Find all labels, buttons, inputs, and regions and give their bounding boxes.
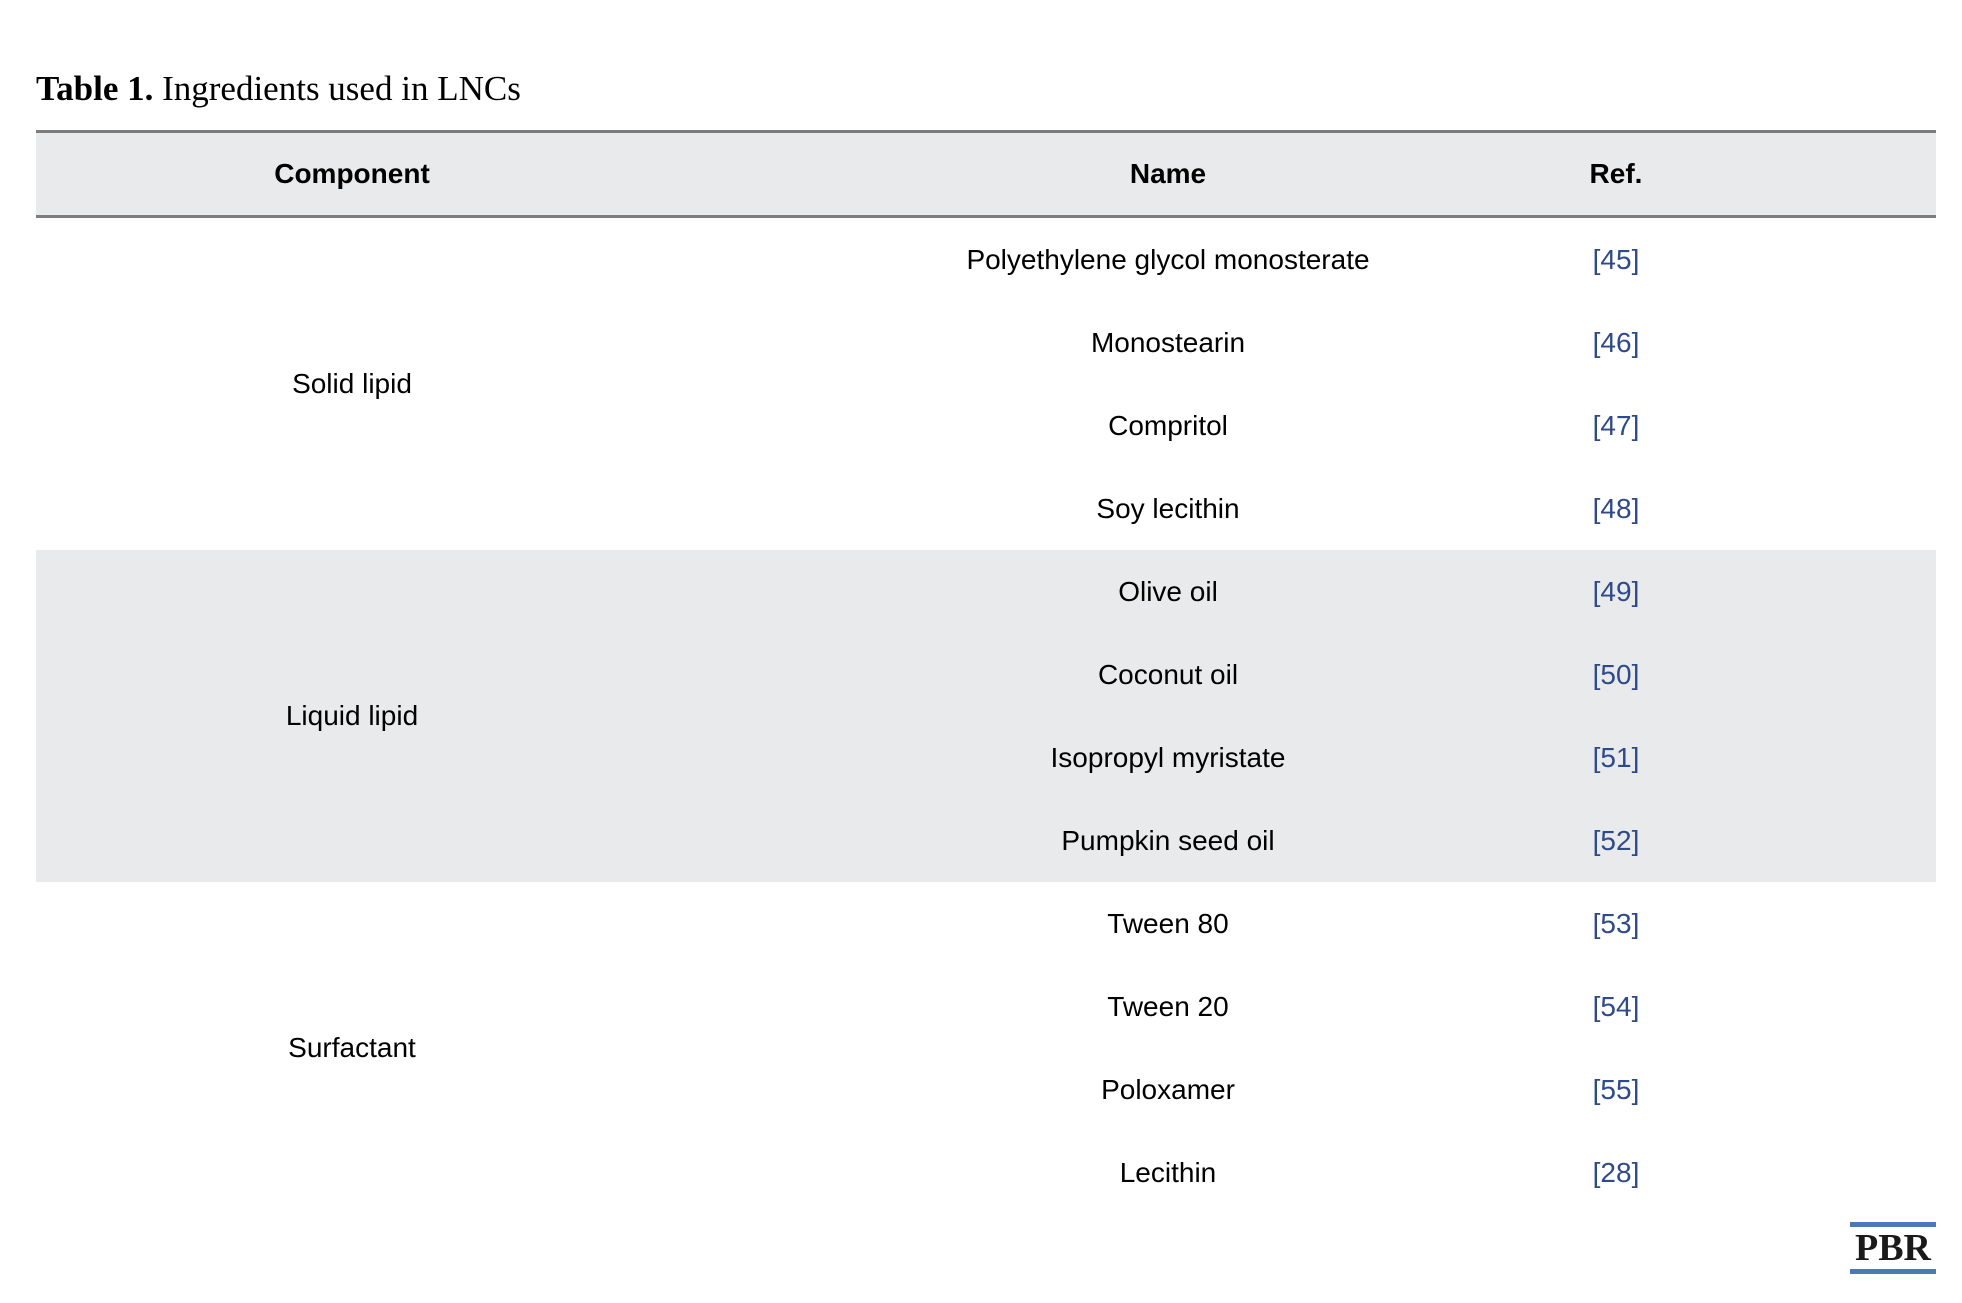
reference-link[interactable]: [47] [1592, 409, 1640, 441]
ingredient-name: Soy lecithin [1096, 492, 1240, 524]
header-ref: Ref. [1589, 158, 1643, 189]
table-row [36, 384, 1936, 467]
ingredient-name: Monostearin [1090, 326, 1246, 358]
table-row [36, 218, 1936, 301]
table-group-surfactant [36, 882, 1936, 1214]
reference-link[interactable]: [46] [1592, 326, 1640, 358]
ingredients-table [36, 130, 1936, 1214]
reference-link[interactable]: [45] [1592, 243, 1640, 275]
ingredient-name: Poloxamer [1101, 1073, 1235, 1105]
table-row [36, 965, 1936, 1048]
ingredient-name: Compritol [1108, 409, 1228, 441]
reference-link[interactable]: [55] [1592, 1073, 1640, 1105]
reference-link[interactable]: [53] [1592, 907, 1640, 939]
table-row [36, 301, 1936, 384]
reference-link[interactable]: [54] [1592, 990, 1640, 1022]
table-row [36, 1048, 1936, 1131]
ingredient-name: Olive oil [1118, 575, 1218, 607]
table-row [36, 882, 1936, 965]
table-row [36, 467, 1936, 550]
ingredient-name: Polyethylene glycol monosterate [966, 243, 1370, 275]
table-group-solid-lipid [36, 218, 1936, 550]
table-row [36, 633, 1936, 716]
reference-link[interactable]: [28] [1592, 1156, 1640, 1188]
group-component-label: Surfactant [288, 1032, 416, 1063]
table-caption-text: Ingredients used in LNCs [162, 69, 521, 108]
table-row [36, 716, 1936, 799]
logo-bottom-bar [1850, 1269, 1936, 1274]
ingredient-name: Tween 80 [1107, 907, 1229, 939]
table-caption-label: Table 1. [36, 69, 154, 108]
group-component-label: Liquid lipid [285, 700, 419, 731]
table-caption [36, 66, 521, 112]
reference-link[interactable]: [50] [1592, 658, 1640, 690]
table-group-liquid-lipid [36, 550, 1936, 882]
reference-link[interactable]: [49] [1592, 575, 1640, 607]
reference-link[interactable]: [51] [1592, 741, 1640, 773]
reference-link[interactable]: [48] [1592, 492, 1640, 524]
logo-text: PBR [1855, 1227, 1931, 1269]
ingredient-name: Coconut oil [1097, 658, 1239, 690]
header-component: Component [274, 158, 430, 189]
group-component-label: Solid lipid [292, 368, 412, 399]
table-header-row [36, 130, 1936, 218]
header-name: Name [1129, 158, 1207, 189]
ingredient-name: Lecithin [1119, 1156, 1217, 1188]
table-row [36, 799, 1936, 882]
reference-link[interactable]: [52] [1592, 824, 1640, 856]
ingredient-name: Pumpkin seed oil [1061, 824, 1275, 856]
table-row [36, 1131, 1936, 1214]
ingredient-name: Tween 20 [1107, 990, 1229, 1022]
table-row [36, 550, 1936, 633]
pbr-logo [1850, 1222, 1936, 1274]
ingredient-name: Isopropyl myristate [1050, 741, 1286, 773]
